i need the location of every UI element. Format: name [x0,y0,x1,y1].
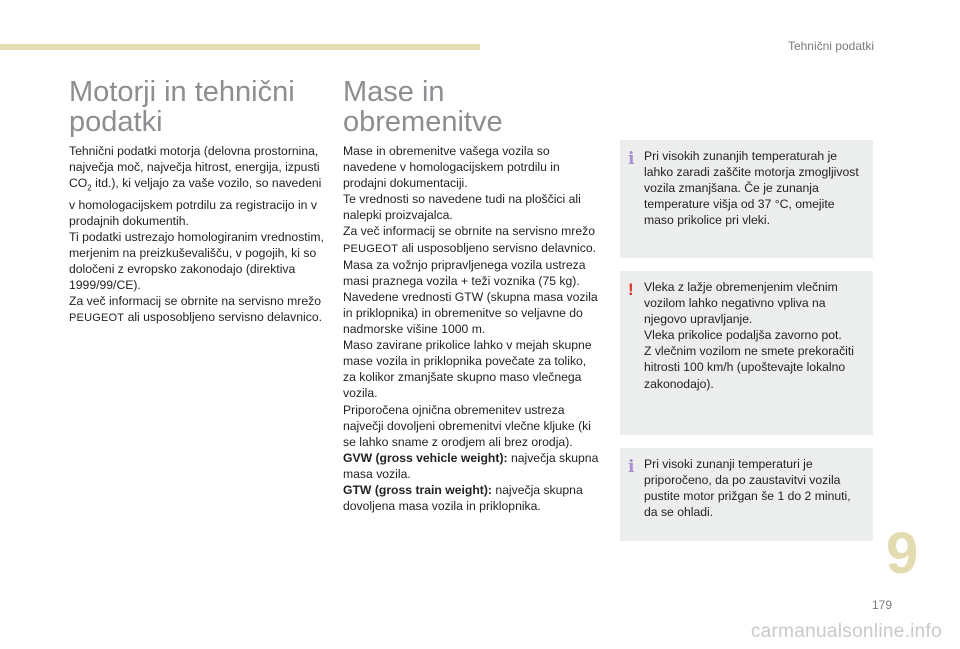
title-engines-line1: Motorji in tehnični [69,76,295,108]
title-engines-line2: podatki [69,106,163,138]
masses-paragraph-2: Te vrednosti so navedene tudi na ploščici ali nalepki proizvajalca. [343,192,581,223]
watermark: carmanualsonline.info [750,621,942,642]
engines-paragraph-3 [69,293,327,326]
masses-p3-text-cont: ali usposobljeno servisno delavnico. [398,240,597,255]
engines-p3-text: Za več informacij se obrnite na servisno mrežo [69,294,321,309]
note-box-heat-info [620,140,873,258]
masses-p3-text: Za več informacij se obrnite na servisno mrežo [343,224,595,239]
note-line: Pri visoki zunanji temperaturi je priporočeno, da po zaustavitvi vozila pustite motor prižgan še 1 do 2 minuti, da se ohladi. [644,457,851,520]
engines-p1-text-cont: itd.), ki veljajo za vaše vozilo, so navedeni v homologacijskem potrdilu za registracijo in v prodajnih dokumentih. [69,176,322,228]
masses-text [343,143,601,514]
gtw-text: največja skupna dovoljena masa vozila in priklopnika. [343,482,583,514]
page-number: 179 [872,598,893,612]
note-line: Pri visokih zunanjih temperaturah je lahko zaradi zaščite motorja zmogljivost vozila zmanjšana. Če je zunanja temperature višja od 37 °C, omejite maso prikolice pri vleki. [644,149,859,228]
brand-name: PEUGEOT [343,242,399,255]
note-line: Z vlečnim vozilom ne smete prekoračiti hitrosti 100 km/h (upoštevajte lokalno zakonodajo). [644,344,854,391]
masses-paragraph-5: Navedene vrednosti GTW (skupna masa vozila in priklopnika) in obremenitve so veljavne do nadmorske višine 1000 m. [343,289,598,337]
note-text [644,279,866,392]
header-accent-bar [0,44,480,50]
gvw-text: največja skupna masa vozila. [343,450,599,481]
masses-paragraph-6: Maso zavirane prikolice lahko v mejah skupne mase vozila in priklopnika povečate za toliko, za kolikor zmanjšate skupno maso vlečnega vozila. [343,338,592,401]
title-masses-line2: obremenitve [343,106,503,138]
co2-subscript: 2 [87,183,92,193]
gvw-label: GVW (gross vehicle weight): [343,450,508,465]
gvw-definition [343,450,601,482]
note-text [644,456,866,520]
masses-paragraph-3 [343,223,601,256]
title-engines [69,77,329,137]
masses-paragraph-7: Priporočena ojnična obremenitev ustreza največji dovoljeni obremenitvi vlečne kljuke (ki se lahko sname z orodjem ali brez orodja). [343,402,591,449]
title-masses-line1: Mase in [343,76,445,108]
title-masses [343,77,603,137]
warning-icon: ! [628,280,634,299]
engines-p3-text-cont: ali usposobljeno servisno delavnico. [124,310,323,325]
section-label: Tehnični podatki [787,39,874,53]
masses-paragraph-1: Mase in obremenitve vašega vozila so navedene v homologacijskem potrdilu in prodajni dokumentaciji. [343,144,560,191]
gtw-label: GTW (gross train weight): [343,482,492,497]
chapter-number: 9 [886,521,919,586]
engines-paragraph-1 [69,143,327,229]
engines-paragraph-2: Ti podatki ustrezajo homologiranim vrednostim, merjenim na preizkuševališču, v pogojih, ki so določeni z evropsko zakonodajo (direktiva 1999/99/CE). [69,229,324,293]
masses-paragraph-4: Masa za vožnjo pripravljenega vozila ustreza masi praznega vozila + teži voznika (75 kg). [343,257,586,288]
engines-text [69,143,327,326]
note-box-cooldown-info [620,448,873,541]
note-line: Vleka prikolice podaljša zavorno pot. [644,328,842,343]
brand-name: PEUGEOT [69,312,125,325]
info-icon: i [628,457,635,477]
note-text [644,148,866,228]
note-line: Vleka z lažje obremenjenim vlečnim vozilom lahko negativno vpliva na njegovo upravljanje. [644,280,838,327]
info-icon: i [628,149,635,169]
gtw-definition [343,482,601,514]
note-box-towing-warning [620,271,873,435]
engines-p1-text: Tehnični podatki motorja (delovna prostornina, največja moč, največja hitrost, energija, izpusti CO [69,144,320,191]
